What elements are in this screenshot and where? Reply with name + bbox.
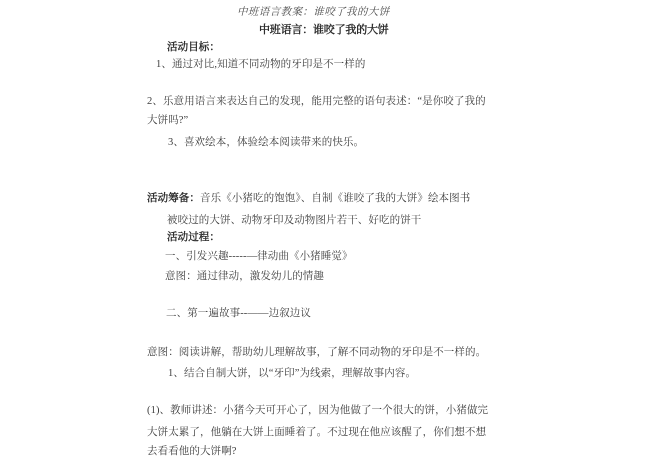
lesson-title: 中班语言：谁咬了我的大饼: [259, 24, 389, 36]
preparation-text: 音乐《小猪吃的饱饱》、自制《谁咬了我的大饼》绘本图书: [200, 193, 471, 204]
process-step2-intent: 意图：阅读讲解，帮助幼儿理解故事，了解不同动物的牙印是不一样的。: [147, 347, 487, 358]
process-step1-title: 一、引发兴趣-----—律动曲《小猪睡觉》: [165, 251, 353, 262]
document-header-title: 中班语言教案：谁咬了我的大饼: [237, 7, 390, 18]
goals-heading: 活动目标：: [167, 41, 220, 53]
teacher-narration-line2: 大饼太累了，他躺在大饼上面睡着了。不过现在他应该醒了，你们想不想: [147, 427, 487, 438]
preparation-line2: 被咬过的大饼、动物牙印及动物图片若干、好吃的饼干: [167, 215, 422, 226]
process-step2-point1: 1、结合自制大饼，以“牙印”为线索，理解故事内容。: [168, 368, 417, 379]
goal-item-2-line2: 大饼吗?”: [147, 115, 189, 126]
preparation-line: [147, 192, 470, 205]
teacher-narration-line1: (1)、教师讲述：小猪今天可开心了，因为他做了一个很大的饼，小猪做完: [147, 405, 489, 416]
goal-item-2-line1: 2、乐意用语言来表达自己的发现，能用完整的语句表述：“是你咬了我的: [147, 96, 486, 107]
process-heading: 活动过程：: [167, 231, 220, 243]
process-step1-intent: 意图：通过律动，激发幼儿的情趣: [165, 271, 324, 282]
preparation-heading: 活动筹备：: [147, 192, 200, 204]
process-step2-title: 二、第一遍故事--——边叙边议: [166, 308, 311, 319]
goal-item-1: 1、通过对比,知道不同动物的牙印是不一样的: [156, 59, 366, 70]
teacher-narration-line3: 去看看他的大饼啊?: [147, 446, 237, 457]
goal-item-3: 3、喜欢绘本，体验绘本阅读带来的快乐。: [168, 137, 365, 148]
